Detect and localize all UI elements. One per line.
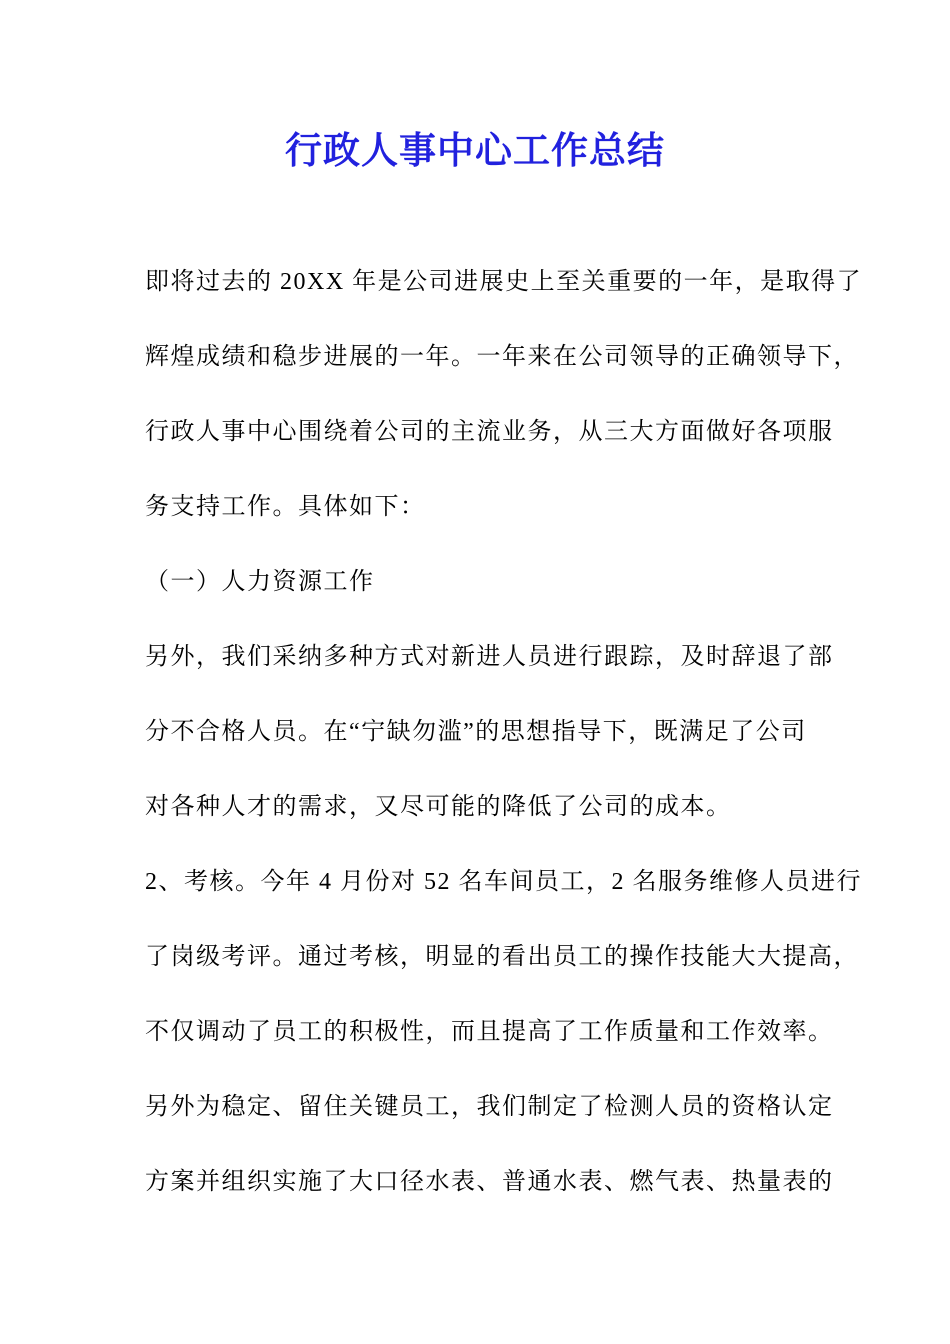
text-line: 对各种人才的需求，又尽可能的降低了公司的成本。	[145, 794, 732, 820]
text-line: 另外，我们采纳多种方式对新进人员进行跟踪，及时辞退了部	[145, 644, 834, 670]
text-line: 不仅调动了员工的积极性，而且提高了工作质量和工作效率。	[145, 1019, 834, 1045]
text-line: 2、考核。今年 4 月份对 52 名车间员工，2 名服务维修人员进行	[145, 869, 862, 895]
text-line: （一）人力资源工作	[145, 569, 375, 595]
text-line: 即将过去的 20XX 年是公司进展史上至关重要的一年，是取得了	[145, 269, 863, 295]
text-line: 务支持工作。具体如下：	[145, 494, 426, 520]
text-line: 另外为稳定、留住关键员工，我们制定了检测人员的资格认定	[145, 1094, 834, 1120]
text-line: 方案并组织实施了大口径水表、普通水表、燃气表、热量表的	[145, 1169, 834, 1195]
document-title: 行政人事中心工作总结	[285, 130, 665, 171]
text-line: 辉煌成绩和稳步进展的一年。一年来在公司领导的正确领导下，	[145, 344, 859, 370]
text-line: 行政人事中心围绕着公司的主流业务，从三大方面做好各项服	[145, 419, 834, 445]
text-line: 分不合格人员。在“宁缺勿滥”的思想指导下，既满足了公司	[145, 719, 807, 745]
text-line: 了岗级考评。通过考核，明显的看出员工的操作技能大大提高，	[145, 944, 859, 970]
document-body	[0, 245, 950, 1220]
